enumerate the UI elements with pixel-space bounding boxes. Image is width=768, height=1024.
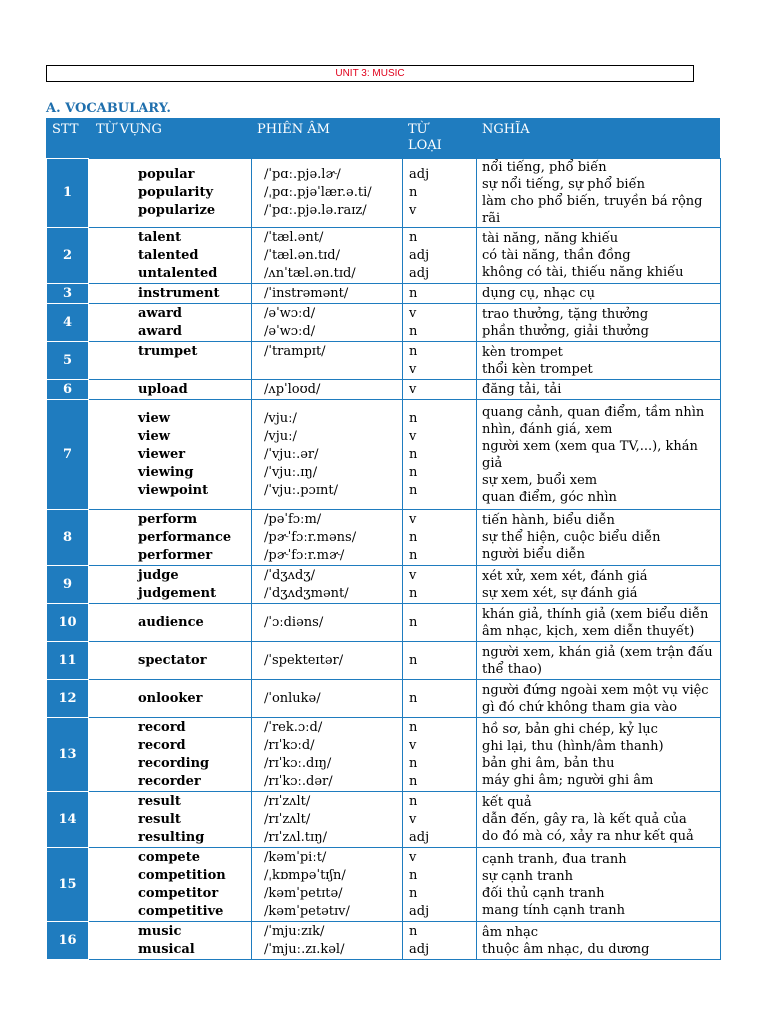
pronunciation: /rɪˈkɔːd/ [264, 737, 315, 753]
meaning-cell [477, 380, 721, 400]
pronunciation: /vjuː/ [264, 428, 297, 444]
meaning: người xem, khán giả (xem trận đấu thể thao) [482, 644, 713, 677]
part-of-speech: n [409, 719, 418, 735]
meaning: đối thủ cạnh tranh [482, 885, 605, 901]
part-of-speech-cell [403, 159, 477, 228]
row-number: 6 [47, 380, 89, 400]
meaning: âm nhạc [482, 924, 538, 940]
part-of-speech-cell [403, 342, 477, 380]
row-number: 12 [47, 680, 89, 718]
header-pronunciation: PHIÊN ÂM [257, 122, 330, 137]
meaning: tiến hành, biểu diễn [482, 513, 615, 528]
part-of-speech: v [409, 203, 417, 218]
vocab-word: popular [138, 167, 195, 182]
pronunciation: /pɚˈfɔːr.mɚ/ [264, 547, 345, 563]
table-row [47, 510, 721, 566]
table-row [47, 792, 721, 848]
pronunciation: /ˈrek.ɔːd/ [264, 719, 323, 735]
part-of-speech: v [409, 567, 417, 583]
row-number: 15 [47, 848, 89, 922]
vocab-word: audience [138, 614, 204, 630]
pronunciation: /əˈwɔːd/ [264, 305, 316, 321]
pronunciation-cell [252, 380, 403, 400]
vocab-word: competitive [138, 903, 224, 919]
meaning: cạnh tranh, đua tranh [482, 851, 627, 867]
table-row [47, 380, 721, 400]
header-word: TỪ VỰNG [96, 122, 162, 137]
header-meaning: NGHĨA [482, 122, 530, 137]
vocab-word: judgement [138, 585, 217, 601]
pronunciation [264, 361, 398, 379]
header-part-of-speech [408, 122, 442, 154]
unit-title: UNIT 3: MUSIC [335, 68, 405, 79]
pronunciation: /ˈdʒʌdʒmənt/ [264, 585, 349, 601]
meaning: nổi tiếng, phổ biến [482, 160, 607, 175]
table-row [47, 159, 721, 228]
header-pos-line2: LOẠI [408, 138, 442, 153]
part-of-speech-cell [403, 680, 477, 718]
meaning: bản ghi âm, bản thu [482, 755, 615, 771]
pronunciation: /ˌkɒmpəˈtɪʃn/ [264, 867, 346, 883]
vocab-word: untalented [138, 265, 218, 281]
meaning: sự xem, buổi xem [482, 472, 598, 488]
vocab-word: upload [138, 381, 188, 397]
pronunciation-cell [252, 718, 403, 792]
meaning-cell [477, 718, 721, 792]
meaning: làm cho phổ biến, truyền bá rộng rãi [482, 194, 703, 226]
pronunciation: /rɪˈzʌl.tɪŋ/ [264, 829, 327, 845]
pronunciation: /ˈɔːdiəns/ [264, 614, 324, 630]
part-of-speech: n [409, 410, 418, 426]
part-of-speech: n [409, 690, 418, 706]
pronunciation: /ˈonlukə/ [264, 690, 321, 706]
pronunciation: /rɪˈkɔː.dɪŋ/ [264, 755, 332, 771]
pronunciation-cell [252, 284, 403, 304]
vocab-word-cell [89, 604, 252, 642]
vocab-word: performer [138, 547, 213, 563]
pronunciation: /rɪˈzʌlt/ [264, 793, 311, 809]
vocab-word-cell [89, 718, 252, 792]
meaning: người xem (xem qua TV,...), khán giả [482, 438, 698, 471]
meaning: mang tính cạnh tranh [482, 902, 626, 918]
part-of-speech: n [409, 773, 418, 789]
meaning: nhìn, đánh giá, xem [482, 421, 613, 437]
meaning-cell [477, 159, 721, 228]
table-row [47, 342, 721, 380]
pronunciation-cell [252, 680, 403, 718]
vocab-word: result [138, 811, 181, 827]
pronunciation: /ˈvjuː.ɪŋ/ [264, 464, 318, 480]
part-of-speech: n [409, 755, 418, 771]
meaning: người đứng ngoài xem một vụ việc gì đó chứ không tham gia vào [482, 682, 709, 715]
pronunciation: /ˈtrampɪt/ [264, 343, 326, 359]
row-number: 7 [47, 400, 89, 510]
vocab-word: spectator [138, 652, 207, 668]
vocab-word: onlooker [138, 690, 203, 706]
part-of-speech: adj [409, 829, 430, 845]
part-of-speech-cell [403, 922, 477, 960]
row-number: 1 [47, 159, 89, 228]
vocab-word: talented [138, 247, 199, 263]
pronunciation: /ˈdʒʌdʒ/ [264, 567, 315, 583]
vocab-word: result [138, 793, 181, 809]
meaning: phần thưởng, giải thưởng [482, 323, 649, 339]
meaning-cell [477, 792, 721, 848]
meaning: dụng cụ, nhạc cụ [482, 286, 596, 301]
part-of-speech: v [409, 305, 417, 321]
row-number: 3 [47, 284, 89, 304]
part-of-speech: adj [409, 167, 430, 182]
row-number: 4 [47, 304, 89, 342]
vocab-word-cell [89, 642, 252, 680]
part-of-speech: n [409, 482, 418, 498]
pronunciation: /ˈpɑː.pjə.lə.raɪz/ [264, 203, 367, 218]
table-row [47, 400, 721, 510]
meaning-cell [477, 400, 721, 510]
pronunciation: /rɪˈzʌlt/ [264, 811, 311, 827]
part-of-speech: n [409, 885, 418, 901]
pronunciation: /pɚˈfɔːr.məns/ [264, 529, 357, 545]
table-row [47, 848, 721, 922]
vocab-word: music [138, 923, 182, 939]
meaning: ghi lại, thu (hình/âm thanh) [482, 738, 664, 754]
vocab-word: perform [138, 511, 198, 527]
part-of-speech: adj [409, 247, 430, 263]
row-number: 13 [47, 718, 89, 792]
meaning: quan điểm, góc nhìn [482, 489, 617, 505]
part-of-speech: v [409, 361, 417, 377]
pronunciation-cell [252, 400, 403, 510]
header-stt: STT [52, 122, 79, 137]
meaning: người biểu diễn [482, 547, 586, 562]
vocab-word: instrument [138, 285, 220, 301]
row-number: 11 [47, 642, 89, 680]
vocab-word: record [138, 737, 186, 753]
vocab-word: award [138, 305, 182, 321]
vocab-word-cell [89, 792, 252, 848]
pronunciation-cell [252, 792, 403, 848]
meaning: có tài năng, thần đồng [482, 248, 631, 263]
pronunciation: /vjuː/ [264, 410, 297, 426]
meaning-cell [477, 304, 721, 342]
row-number: 2 [47, 228, 89, 284]
meaning: dẫn đến, gây ra, là kết quả của [482, 812, 687, 827]
pronunciation: /kəmˈpetətɪv/ [264, 903, 350, 919]
vocab-word-cell [89, 510, 252, 566]
row-number: 9 [47, 566, 89, 604]
part-of-speech: n [409, 464, 418, 480]
vocab-word-cell [89, 159, 252, 228]
vocab-word-cell [89, 680, 252, 718]
vocab-word: record [138, 719, 186, 735]
row-number: 16 [47, 922, 89, 960]
part-of-speech: v [409, 849, 417, 865]
meaning: xét xử, xem xét, đánh giá [482, 568, 648, 584]
header-pos-line1: TỪ [408, 122, 428, 137]
meaning: trao thưởng, tặng thưởng [482, 306, 649, 322]
meaning: kết quả [482, 795, 532, 810]
part-of-speech: v [409, 737, 417, 753]
part-of-speech-cell [403, 284, 477, 304]
part-of-speech: adj [409, 941, 430, 957]
meaning-cell [477, 604, 721, 642]
pronunciation-cell [252, 159, 403, 228]
vocab-word: compete [138, 849, 200, 865]
vocab-word: viewing [138, 464, 194, 480]
meaning: sự nổi tiếng, sự phổ biến [482, 177, 645, 192]
vocab-word: trumpet [138, 343, 198, 359]
vocab-word: competition [138, 867, 226, 883]
part-of-speech-cell [403, 642, 477, 680]
pronunciation-cell [252, 510, 403, 566]
vocab-word: musical [138, 941, 195, 957]
table-row [47, 680, 721, 718]
meaning-cell [477, 922, 721, 960]
part-of-speech: v [409, 428, 417, 444]
pronunciation: /ˌpɑː.pjəˈlær.ə.ti/ [264, 185, 372, 200]
pronunciation: /ˈtæl.ənt/ [264, 229, 324, 245]
vocab-word-cell [89, 380, 252, 400]
unit-title-box [46, 65, 694, 82]
vocab-word-cell [89, 848, 252, 922]
meaning-cell [477, 228, 721, 284]
pronunciation: /ˈspekteɪtər/ [264, 652, 344, 668]
row-number: 10 [47, 604, 89, 642]
vocabulary-table-body [47, 159, 721, 960]
table-row [47, 284, 721, 304]
pronunciation-cell [252, 848, 403, 922]
part-of-speech: n [409, 793, 418, 809]
pronunciation: /ˈmjuː.zɪ.kəl/ [264, 941, 345, 957]
meaning-cell [477, 566, 721, 604]
pronunciation-cell [252, 228, 403, 284]
pronunciation: /ˈvjuː.ər/ [264, 446, 319, 462]
part-of-speech-cell [403, 718, 477, 792]
meaning: do đó mà có, xảy ra như kết quả [482, 829, 694, 844]
part-of-speech: n [409, 446, 418, 462]
vocab-word: popularity [138, 185, 214, 200]
pronunciation-cell [252, 342, 403, 380]
part-of-speech: v [409, 511, 417, 527]
part-of-speech: n [409, 867, 418, 883]
vocab-word: view [138, 428, 170, 444]
vocab-word: popularize [138, 203, 216, 218]
pronunciation-cell [252, 642, 403, 680]
part-of-speech: n [409, 185, 418, 200]
pronunciation: /kəmˈpetɪtə/ [264, 885, 343, 901]
part-of-speech: v [409, 381, 417, 397]
vocab-word: performance [138, 529, 232, 545]
part-of-speech: n [409, 652, 418, 668]
pronunciation-cell [252, 922, 403, 960]
meaning-cell [477, 510, 721, 566]
meaning: hồ sơ, bản ghi chép, kỷ lục [482, 721, 658, 737]
vocab-word-cell [89, 228, 252, 284]
part-of-speech: n [409, 343, 418, 359]
part-of-speech: n [409, 585, 418, 601]
table-row [47, 922, 721, 960]
part-of-speech: n [409, 547, 418, 563]
part-of-speech-cell [403, 380, 477, 400]
meaning-cell [477, 284, 721, 304]
pronunciation-cell [252, 604, 403, 642]
pronunciation-cell [252, 304, 403, 342]
vocab-word: talent [138, 229, 182, 245]
vocab-word-cell [89, 304, 252, 342]
pronunciation: /əˈwɔːd/ [264, 323, 316, 339]
vocab-word-cell [89, 342, 252, 380]
vocab-word: award [138, 323, 182, 339]
pronunciation: /ˈmjuːzɪk/ [264, 923, 325, 939]
meaning-cell [477, 342, 721, 380]
meaning: quang cảnh, quan điểm, tầm nhìn [482, 404, 705, 420]
vocab-word: viewpoint [138, 482, 209, 498]
meaning-cell [477, 848, 721, 922]
table-header [46, 118, 720, 158]
vocab-word: viewer [138, 446, 186, 462]
part-of-speech-cell [403, 566, 477, 604]
table-row [47, 566, 721, 604]
vocab-word: recording [138, 755, 210, 771]
table-row [47, 604, 721, 642]
pronunciation: /ˈvjuː.pɔɪnt/ [264, 482, 338, 498]
table-row [47, 718, 721, 792]
part-of-speech: n [409, 285, 418, 301]
meaning-cell [477, 680, 721, 718]
table-row [47, 304, 721, 342]
part-of-speech-cell [403, 604, 477, 642]
pronunciation: /rɪˈkɔː.dər/ [264, 773, 333, 789]
vocab-word: judge [138, 567, 179, 583]
row-number: 14 [47, 792, 89, 848]
section-title: A. VOCABULARY. [46, 101, 171, 116]
pronunciation: /pəˈfɔːm/ [264, 511, 322, 527]
part-of-speech: adj [409, 903, 430, 919]
vocab-word: view [138, 410, 170, 426]
part-of-speech: adj [409, 265, 430, 281]
pronunciation: /ˈpɑː.pjə.lɚ/ [264, 167, 341, 182]
pronunciation-cell [252, 566, 403, 604]
table-row [47, 228, 721, 284]
vocab-word [138, 361, 247, 379]
meaning: sự cạnh tranh [482, 868, 574, 884]
part-of-speech-cell [403, 848, 477, 922]
part-of-speech: v [409, 811, 417, 827]
vocab-word-cell [89, 284, 252, 304]
part-of-speech: n [409, 323, 418, 339]
part-of-speech-cell [403, 304, 477, 342]
pronunciation: /ˈtæl.ən.tɪd/ [264, 247, 340, 263]
meaning: tài năng, năng khiếu [482, 231, 619, 246]
meaning: thuộc âm nhạc, du dương [482, 941, 650, 957]
meaning: kèn trompet [482, 344, 563, 360]
row-number: 5 [47, 342, 89, 380]
pronunciation: /ʌpˈloʊd/ [264, 381, 321, 397]
part-of-speech: n [409, 529, 418, 545]
pronunciation: /kəmˈpiːt/ [264, 849, 327, 865]
row-number: 8 [47, 510, 89, 566]
part-of-speech-cell [403, 228, 477, 284]
part-of-speech-cell [403, 792, 477, 848]
vocab-word: recorder [138, 773, 201, 789]
part-of-speech-cell [403, 510, 477, 566]
vocab-word: competitor [138, 885, 219, 901]
meaning: khán giả, thính giả (xem biểu diễn âm nhạc, kịch, xem diễn thuyết) [482, 606, 709, 639]
table-row [47, 642, 721, 680]
meaning: máy ghi âm; người ghi âm [482, 772, 654, 788]
meaning: không có tài, thiếu năng khiếu [482, 265, 684, 280]
meaning: thổi kèn trompet [482, 361, 593, 377]
part-of-speech: n [409, 614, 418, 630]
meaning: đăng tải, tải [482, 382, 562, 397]
vocab-word: resulting [138, 829, 205, 845]
meaning: sự xem xét, sự đánh giá [482, 585, 638, 601]
vocabulary-table [46, 158, 721, 960]
meaning-cell [477, 642, 721, 680]
vocab-word-cell [89, 566, 252, 604]
pronunciation: /ˈinstrəmənt/ [264, 285, 349, 301]
vocab-word-cell [89, 922, 252, 960]
part-of-speech: n [409, 923, 418, 939]
vocab-word-cell [89, 400, 252, 510]
part-of-speech-cell [403, 400, 477, 510]
meaning: sự thể hiện, cuộc biểu diễn [482, 530, 661, 545]
pronunciation: /ʌnˈtæl.ən.tɪd/ [264, 265, 356, 281]
part-of-speech: n [409, 229, 418, 245]
